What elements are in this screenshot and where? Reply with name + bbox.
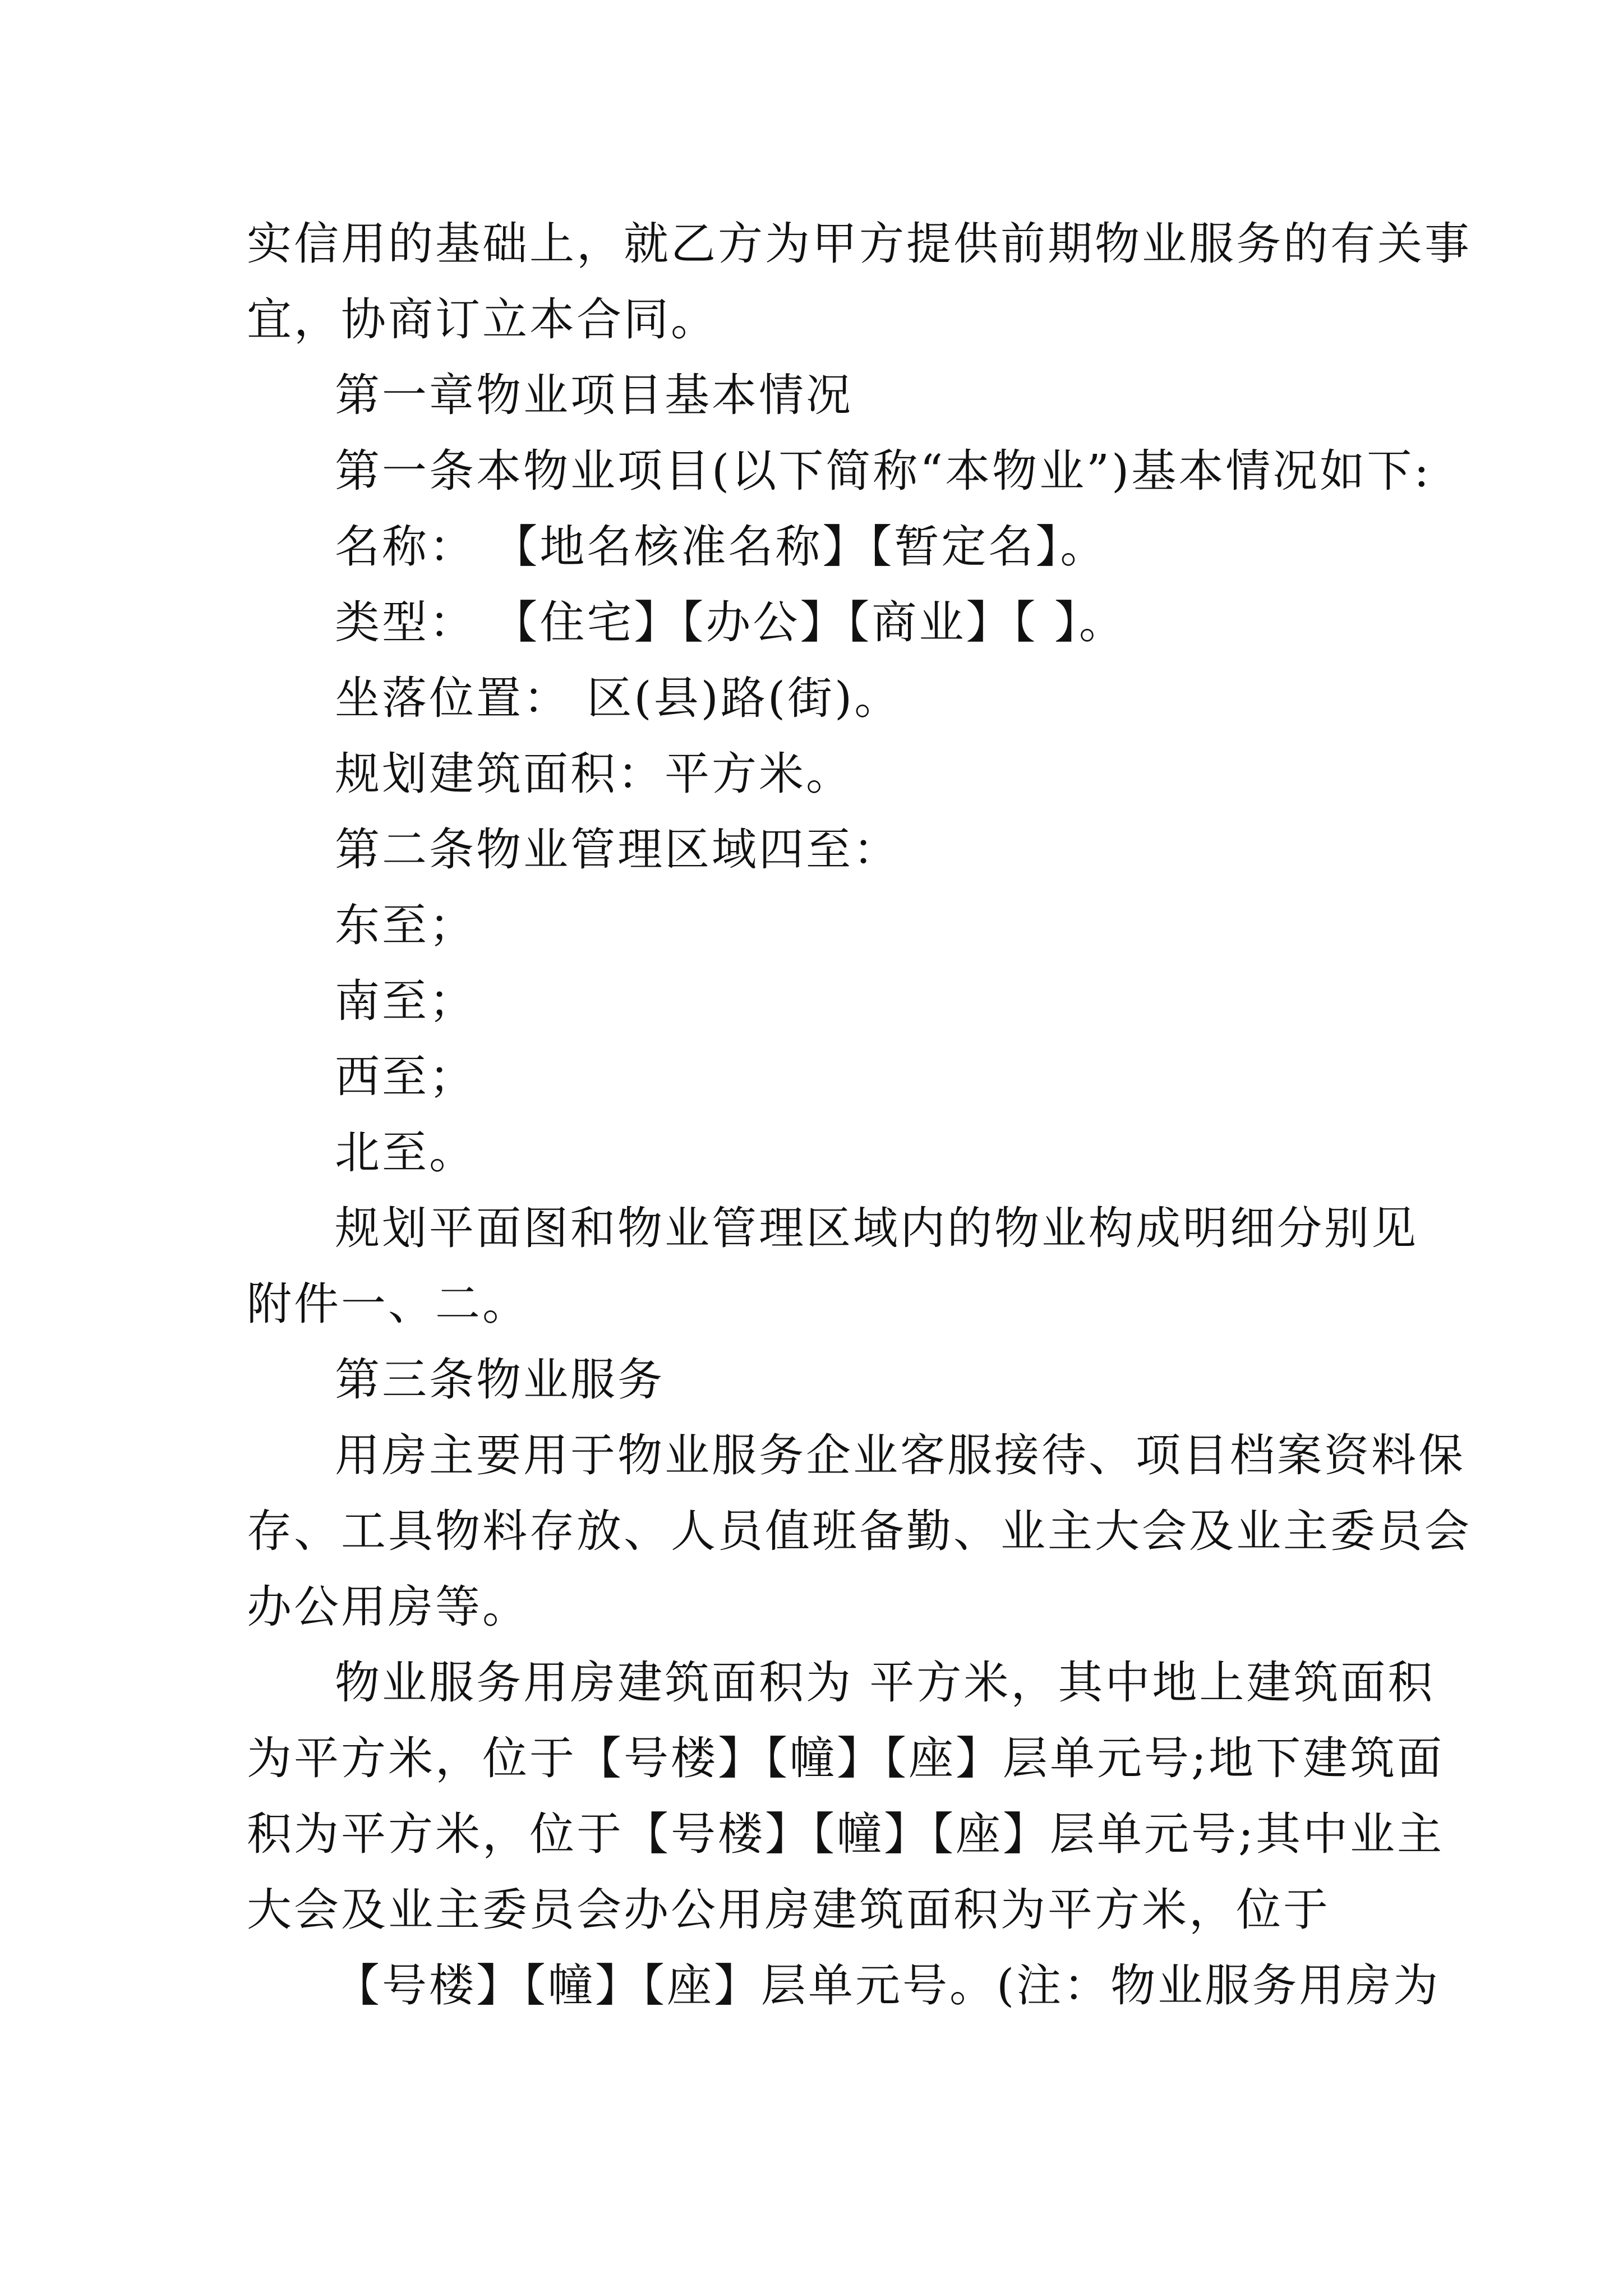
- text-line: 规划建筑面积：平方米。: [335, 748, 853, 800]
- text-line: 西至；: [335, 1051, 476, 1103]
- text-line: 积为平方米，位于【号楼】【幢】【座】层单元号;其中业主: [247, 1808, 1444, 1860]
- text-line: 大会及业主委员会办公用房建筑面积为平方米，位于: [247, 1884, 1330, 1936]
- text-line: 物业服务用房建筑面积为 平方米，其中地上建筑面积: [335, 1657, 1435, 1709]
- text-line: 办公用房等。: [247, 1581, 529, 1633]
- text-line: 类型： 【住宅】【办公】【商业】【 】。: [335, 596, 1126, 648]
- article-heading: 第二条物业管理区域四至：: [335, 823, 900, 876]
- text-line: 东至；: [335, 899, 476, 951]
- article-heading: 第三条物业服务: [335, 1354, 665, 1406]
- text-line: 南至；: [335, 975, 476, 1027]
- article-heading: 第一条本物业项目(以下简称“本物业”)基本情况如下:: [335, 445, 1432, 497]
- text-line: 北至。: [335, 1126, 476, 1179]
- text-line: 用房主要用于物业服务企业客服接待、项目档案资料保: [335, 1429, 1465, 1481]
- text-line: 存、工具物料存放、人员值班备勤、业主大会及业主委员会: [247, 1505, 1472, 1557]
- text-line: 名称： 【地名核准名称】【暂定名】。: [335, 521, 1108, 573]
- text-line: 坐落位置： 区(县)路(街)。: [335, 672, 902, 724]
- text-line: 为平方米，位于【号楼】【幢】【座】层单元号;地下建筑面: [247, 1732, 1444, 1784]
- text-line: 宜，协商订立本合同。: [247, 293, 718, 346]
- chapter-heading: 第一章物业项目基本情况: [335, 369, 853, 421]
- text-line: 【号楼】【幢】【座】层单元号。(注：物业服务用房为: [335, 1959, 1441, 2012]
- text-line: 附件一、二。: [247, 1278, 529, 1330]
- text-line: 实信用的基础上，就乙方为甲方提供前期物业服务的有关事: [247, 218, 1472, 270]
- text-line: 规划平面图和物业管理区域内的物业构成明细分别见: [335, 1202, 1418, 1254]
